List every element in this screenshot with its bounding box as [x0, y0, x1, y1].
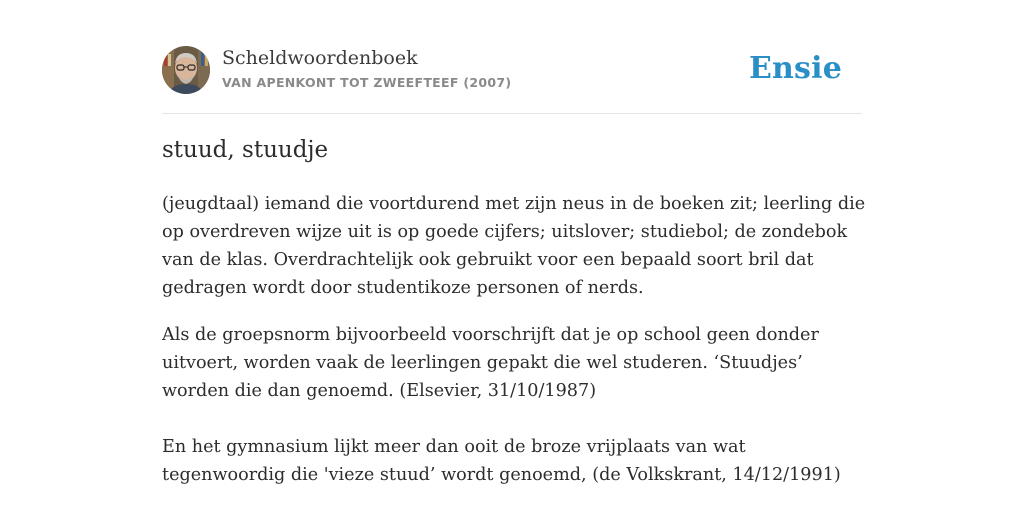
- author-avatar[interactable]: [162, 46, 210, 94]
- entry-title: stuud, stuudje: [162, 137, 329, 163]
- author-header: [162, 46, 862, 96]
- author-subtitle: VAN APENKONT TOT ZWEEFTEEF (2007): [222, 75, 512, 90]
- ensie-logo-link[interactable]: Ensie: [748, 51, 842, 86]
- example-quote: En het gymnasium lijkt meer dan ooit de broze vrijplaats van wat tegenwoordig die 'vieze stuud’ wordt genoemd, (de Volkskrant, 14/12/1991): [162, 437, 841, 485]
- example-quote: Als de groepsnorm bijvoorbeeld voorschrijft dat je op school geen donder uitvoert, worden vaak de leerlingen gepakt die wel studeren. ‘Stuudjes’ worden die dan genoemd. (Elsevier, 31/10/1987): [162, 325, 819, 401]
- entry-definition: (jeugdtaal) iemand die voortdurend met zijn neus in de boeken zit; leerling die op overdreven wijze uit is op goede cijfers; uitslover; studiebol; de zondebok van de klas. Overdrachtelijk ook gebruikt voor een bepaald soort bril dat gedragen wordt door studentikoze personen of nerds.: [162, 194, 866, 298]
- author-portrait-icon: [162, 46, 210, 94]
- author-name[interactable]: Scheldwoordenboek: [222, 47, 418, 69]
- header-divider: [162, 113, 862, 114]
